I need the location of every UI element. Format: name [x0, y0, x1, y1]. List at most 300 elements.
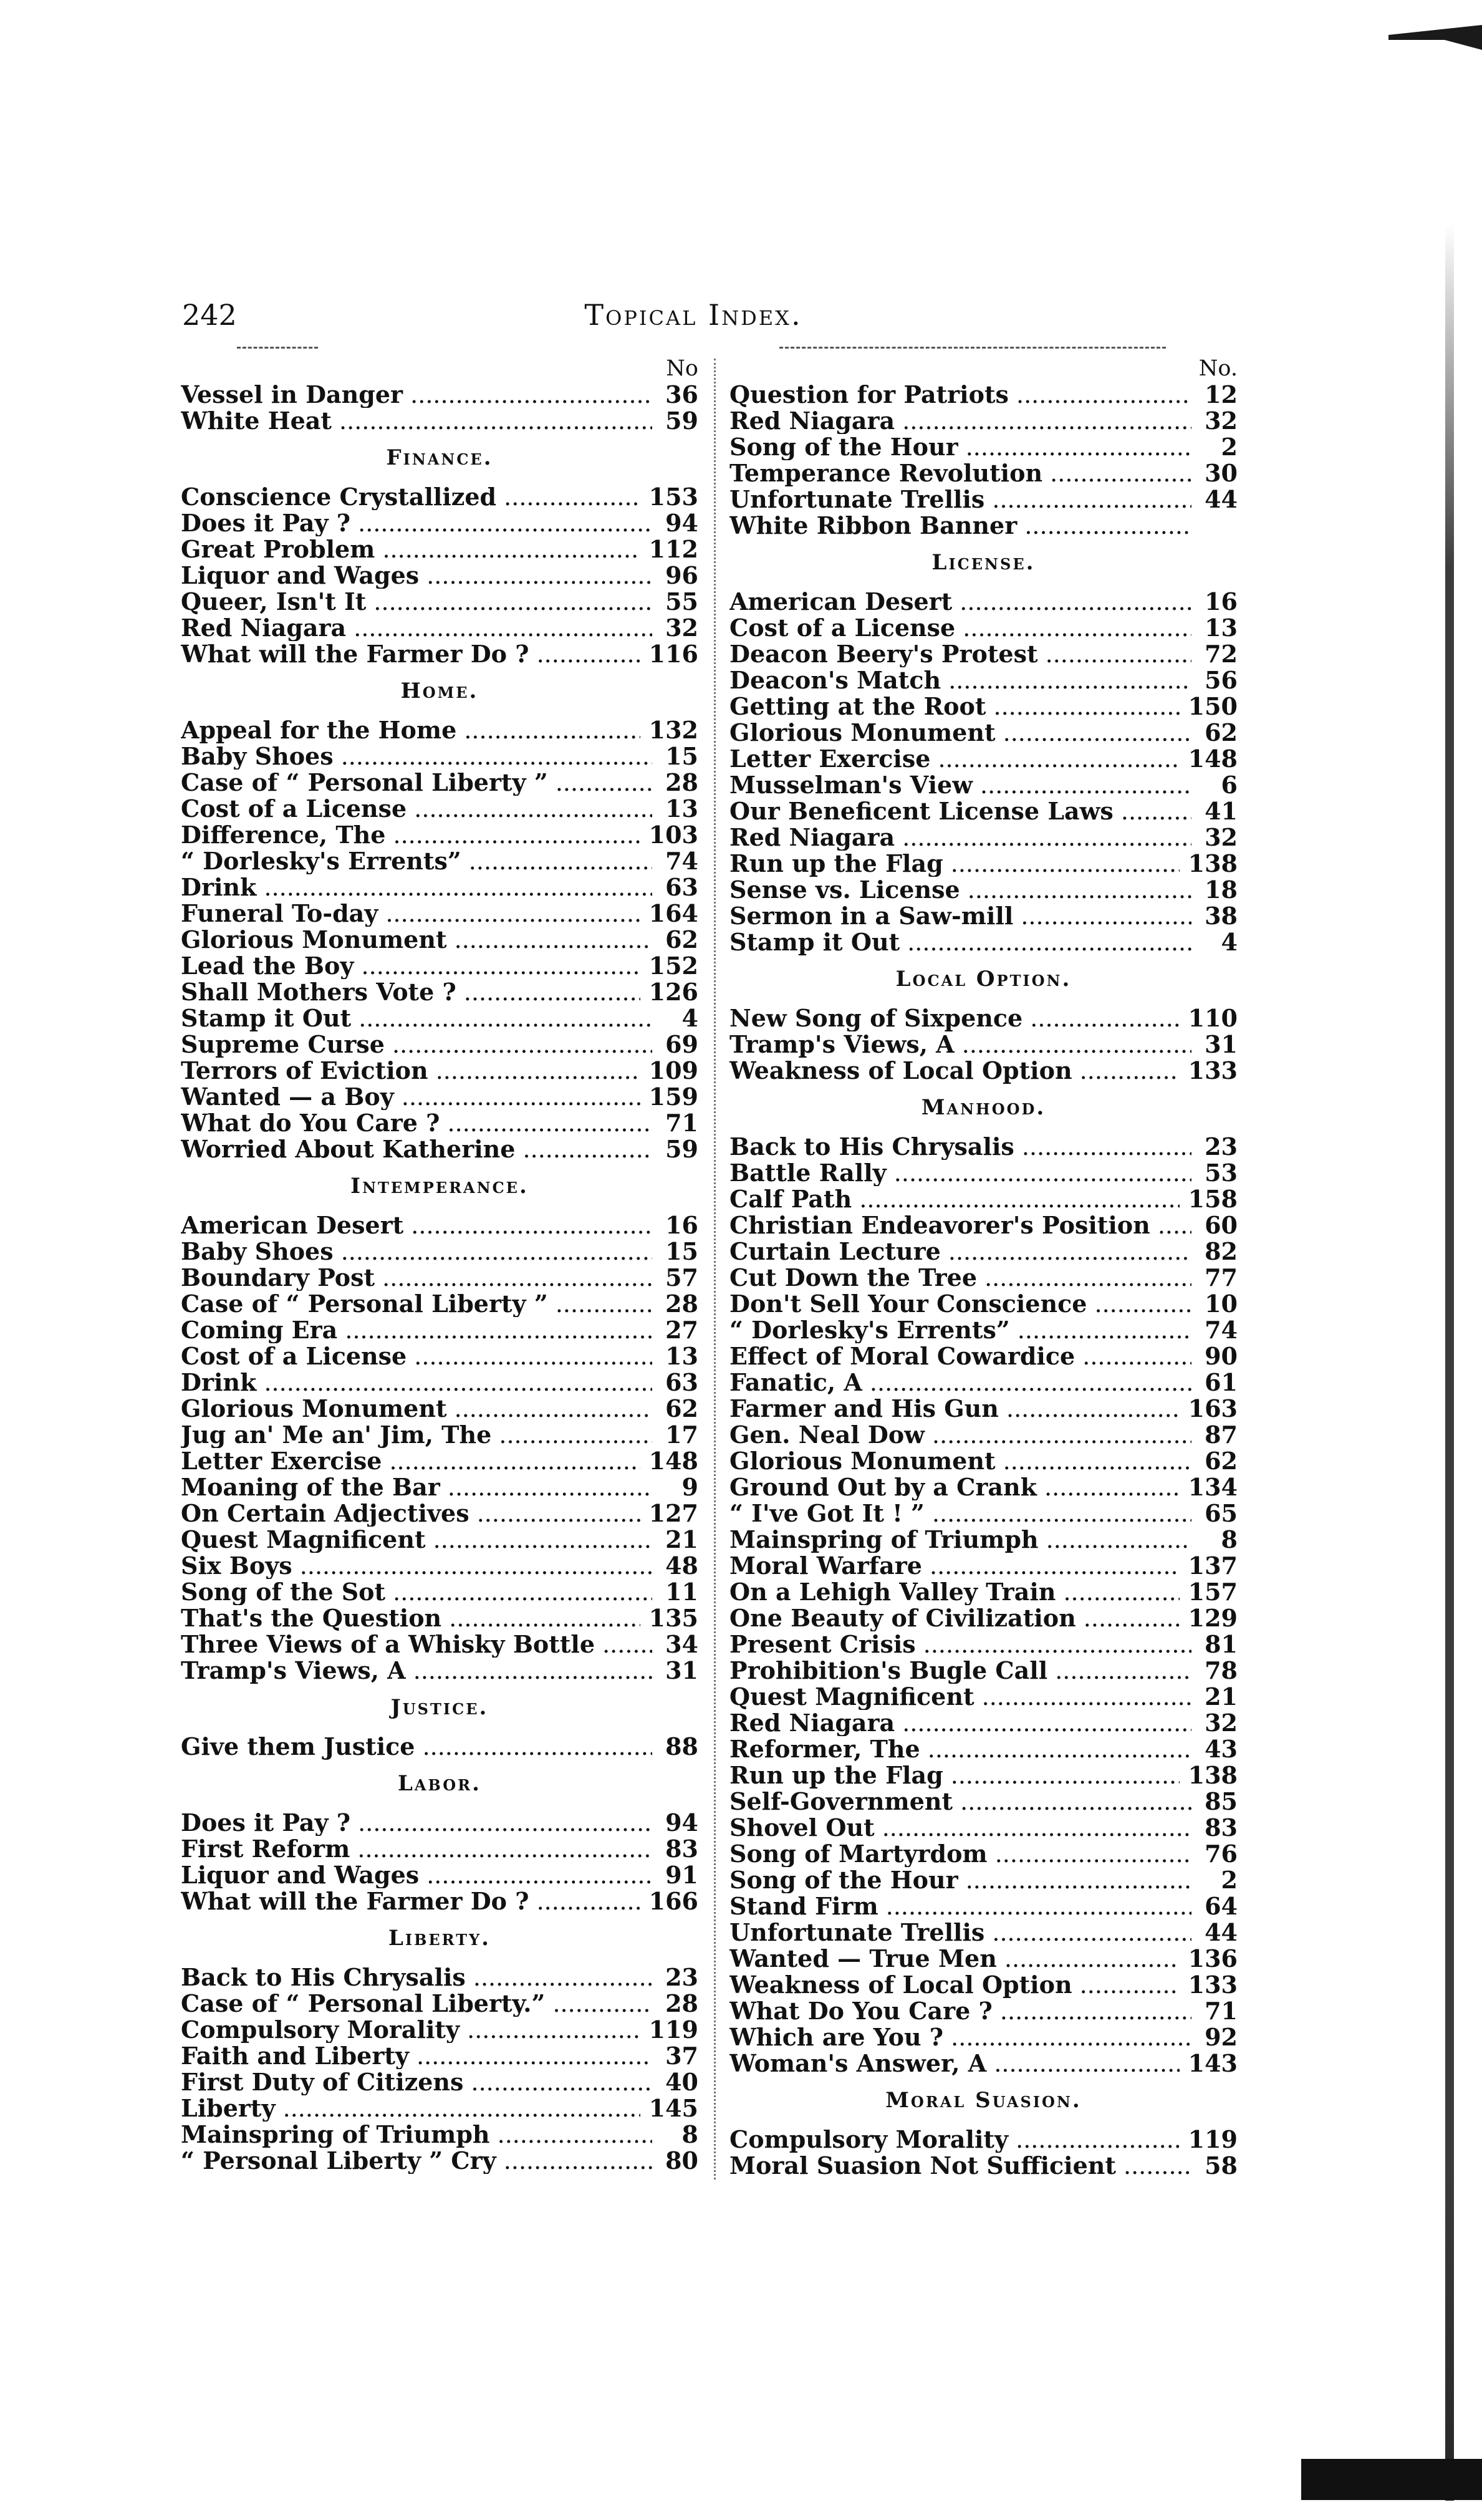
entry-number: 164	[648, 899, 698, 927]
entry-number: 6	[1221, 771, 1238, 799]
entry-title: “ I've Got It ! ” .....	[729, 1500, 1191, 1527]
entry-number: 64	[1205, 1892, 1238, 1920]
entry-title: Letter Exercise .....	[729, 746, 1180, 772]
index-column-right	[729, 355, 1238, 2179]
entry-title: Liberty .....	[181, 2095, 640, 2122]
entry-title: Christian Endeavorer's Position .....	[729, 1212, 1191, 1238]
page-header	[182, 298, 1205, 342]
entry-title: Wanted — a Boy .....	[181, 1084, 640, 1110]
entry-number: 11	[665, 1578, 698, 1606]
entry-title: Case of “ Personal Liberty ” .....	[181, 1291, 652, 1317]
entry-number: 88	[665, 1732, 698, 1760]
entry-title: Cost of a License .....	[729, 615, 1191, 641]
index-entry	[181, 2122, 698, 2148]
entry-title: Present Crisis .....	[729, 1631, 1191, 1658]
entry-number: 80	[665, 2146, 698, 2175]
entry-number: 148	[648, 1447, 698, 1475]
entry-title: What will the Farmer Do ? .....	[181, 1888, 640, 1914]
entry-title: Liquor and Wages .....	[181, 562, 652, 589]
entry-number: 34	[665, 1630, 698, 1658]
index-entry	[181, 1084, 698, 1110]
index-entry	[729, 1186, 1238, 1212]
entry-number: 2	[1221, 433, 1238, 461]
entry-title: Which are You ? .....	[729, 2024, 1191, 2050]
entry-title: Reformer, The .....	[729, 1736, 1191, 1762]
scan-corner-block	[1301, 2459, 1482, 2500]
entry-number: 63	[665, 1368, 698, 1396]
entry-number: 138	[1188, 849, 1238, 877]
index-entry	[181, 2043, 698, 2069]
entry-title: Shall Mothers Vote ? .....	[181, 979, 640, 1005]
entry-title: First Reform .....	[181, 1836, 652, 1862]
entry-number: 61	[1205, 1368, 1238, 1396]
entry-number: 59	[665, 407, 698, 435]
entry-number: 32	[1205, 1709, 1238, 1737]
entry-title: Give them Justice .....	[181, 1734, 652, 1760]
index-entry	[181, 979, 698, 1005]
entry-number: 32	[1205, 407, 1238, 435]
index-entry	[729, 1658, 1238, 1684]
entry-title: Glorious Monument .....	[181, 1396, 652, 1422]
index-entry	[729, 1946, 1238, 1972]
index-entry	[729, 408, 1238, 434]
entry-number: 62	[1205, 1447, 1238, 1475]
index-entry	[729, 2127, 1238, 2153]
index-entry	[181, 953, 698, 979]
entry-number: 44	[1205, 485, 1238, 513]
entry-number: 83	[1205, 1813, 1238, 1842]
entry-title: Worried About Katherine .....	[181, 1136, 652, 1162]
entry-number: 157	[1188, 1578, 1238, 1606]
entry-number: 27	[665, 1316, 698, 1344]
index-entry	[181, 1605, 698, 1631]
entry-title: Baby Shoes .....	[181, 1238, 652, 1265]
entry-title: Six Boys .....	[181, 1553, 652, 1579]
entry-title: Run up the Flag .....	[729, 851, 1180, 877]
entry-number: 40	[665, 2068, 698, 2096]
index-entry	[729, 1448, 1238, 1474]
entry-number: 163	[1188, 1394, 1238, 1422]
entry-number: 18	[1205, 876, 1238, 904]
index-entry	[729, 667, 1238, 693]
entry-number: 15	[665, 742, 698, 770]
index-entry	[181, 2069, 698, 2095]
entry-title: Faith and Liberty .....	[181, 2043, 652, 2069]
section-heading-moral-suasion: Moral Suasion.	[885, 2088, 1082, 2113]
entry-number: 72	[1205, 640, 1238, 668]
index-entry	[729, 929, 1238, 955]
entry-number: 15	[665, 1237, 698, 1265]
entry-number: 8	[681, 2120, 698, 2148]
index-entry	[181, 1734, 698, 1760]
index-entry	[181, 1810, 698, 1836]
entry-title: Glorious Monument .....	[181, 927, 652, 953]
index-entry	[181, 382, 698, 408]
index-entry	[181, 1527, 698, 1553]
section-heading-local-option: Local Option.	[895, 967, 1072, 992]
entry-title: Song of the Hour .....	[729, 1867, 1191, 1893]
entry-number: 13	[665, 1342, 698, 1370]
entry-title: Back to His Chrysalis .....	[181, 1964, 652, 1991]
entry-title: Cost of a License .....	[181, 1343, 652, 1369]
index-entry	[729, 1212, 1238, 1238]
entry-number: 158	[1188, 1185, 1238, 1213]
index-entry	[729, 1291, 1238, 1317]
index-entry	[181, 1005, 698, 1031]
entry-number: 4	[681, 1004, 698, 1032]
entry-title: Question for Patriots .....	[729, 382, 1191, 408]
entry-number: 36	[665, 380, 698, 408]
entry-title: Don't Sell Your Conscience .....	[729, 1291, 1191, 1317]
entry-number: 2	[1221, 1866, 1238, 1894]
index-entry	[729, 693, 1238, 720]
entry-number: 83	[665, 1835, 698, 1863]
entry-number: 16	[1205, 587, 1238, 616]
entry-title: What Do You Care ? .....	[729, 1998, 1191, 2024]
entry-number: 57	[665, 1263, 698, 1291]
entry-number: 4	[1221, 928, 1238, 956]
entry-number: 62	[665, 1394, 698, 1422]
index-entry	[181, 743, 698, 770]
entry-title: Red Niagara .....	[729, 824, 1191, 851]
index-entry	[181, 1396, 698, 1422]
entry-number: 78	[1205, 1656, 1238, 1684]
index-entry	[729, 1762, 1238, 1789]
index-entry	[181, 1238, 698, 1265]
entry-title: Glorious Monument .....	[729, 1448, 1191, 1474]
entry-number: 31	[665, 1656, 698, 1684]
entry-title: Tramp's Views, A .....	[181, 1658, 652, 1684]
header-rule-left	[237, 347, 318, 349]
index-entry	[729, 2050, 1238, 2077]
entry-title: Song of the Hour .....	[729, 434, 1191, 460]
entry-number: 94	[665, 1808, 698, 1837]
entry-title: Great Problem .....	[181, 536, 640, 562]
index-entry	[181, 1136, 698, 1162]
entry-title: Boundary Post .....	[181, 1265, 652, 1291]
entry-title: Red Niagara .....	[181, 615, 652, 641]
entry-title: Ground Out by a Crank .....	[729, 1474, 1180, 1500]
entry-title: Effect of Moral Cowardice .....	[729, 1343, 1191, 1369]
index-entry	[729, 1058, 1238, 1084]
entry-number: 143	[1188, 2049, 1238, 2077]
index-entry	[181, 536, 698, 562]
index-entry	[181, 900, 698, 927]
entry-title: White Ribbon Banner .....	[729, 513, 1191, 539]
index-entry	[181, 796, 698, 822]
entry-number: 16	[665, 1211, 698, 1239]
entry-title: Drink .....	[181, 874, 652, 900]
index-entry	[729, 382, 1238, 408]
entry-number: 28	[665, 1290, 698, 1318]
entry-title: Does it Pay ? .....	[181, 1810, 652, 1836]
index-entry	[729, 824, 1238, 851]
entry-number: 8	[1221, 1525, 1238, 1553]
entry-title: Back to His Chrysalis .....	[729, 1134, 1191, 1160]
entry-title: Song of the Sot .....	[181, 1579, 652, 1605]
entry-title: Musselman's View .....	[729, 772, 1191, 798]
entry-title: Curtain Lecture .....	[729, 1238, 1191, 1265]
index-entry	[729, 641, 1238, 667]
entry-number: 76	[1205, 1840, 1238, 1868]
entry-title: Does it Pay ? .....	[181, 510, 652, 536]
entry-title: Fanatic, A .....	[729, 1369, 1191, 1396]
entry-number: 137	[1188, 1552, 1238, 1580]
column-divider	[714, 359, 716, 2180]
entry-number: 153	[648, 483, 698, 511]
number-column-header: No	[666, 356, 698, 381]
entry-title: Letter Exercise .....	[181, 1448, 640, 1474]
entry-number: 119	[1188, 2125, 1238, 2153]
index-entry	[181, 1448, 698, 1474]
index-entry	[181, 1964, 698, 1991]
scan-corner-mark	[1388, 25, 1482, 50]
entry-title: Unfortunate Trellis .....	[729, 1919, 1191, 1946]
index-entry	[729, 1005, 1238, 1031]
entry-title: Baby Shoes .....	[181, 743, 652, 770]
index-entry	[729, 1396, 1238, 1422]
index-entry	[729, 1500, 1238, 1527]
index-entry	[181, 1317, 698, 1343]
index-entry	[181, 1631, 698, 1658]
section-heading-home: Home.	[400, 678, 479, 703]
entry-title: Our Beneficent License Laws .....	[729, 798, 1191, 824]
entry-title: Compulsory Morality .....	[181, 2017, 640, 2043]
entry-title: Woman's Answer, A .....	[729, 2050, 1180, 2077]
entry-title: Wanted — True Men .....	[729, 1946, 1180, 1972]
entry-number: 53	[1205, 1159, 1238, 1187]
entry-title: Weakness of Local Option .....	[729, 1058, 1180, 1084]
entry-number: 133	[1188, 1056, 1238, 1084]
entry-number: 82	[1205, 1237, 1238, 1265]
index-entry	[181, 408, 698, 434]
entry-number: 59	[665, 1135, 698, 1163]
entry-number: 12	[1205, 380, 1238, 408]
index-entry	[181, 1474, 698, 1500]
section-heading-labor: Labor.	[398, 1771, 481, 1796]
entry-title: Mainspring of Triumph .....	[181, 2122, 652, 2148]
index-entry	[729, 615, 1238, 641]
entry-title: Moral Warfare .....	[729, 1553, 1180, 1579]
entry-number: 23	[665, 1963, 698, 1991]
entry-number: 71	[1205, 1997, 1238, 2025]
entry-number: 55	[665, 587, 698, 616]
index-entry	[729, 1789, 1238, 1815]
entry-title: Weakness of Local Option .....	[729, 1972, 1180, 1998]
entry-title: Sense vs. License .....	[729, 877, 1191, 903]
entry-number: 69	[665, 1030, 698, 1058]
entry-number: 17	[665, 1421, 698, 1449]
index-entry	[181, 1110, 698, 1136]
entry-title: Case of “ Personal Liberty ” .....	[181, 770, 652, 796]
entry-number: 87	[1205, 1421, 1238, 1449]
entry-number: 132	[648, 716, 698, 744]
index-entry	[181, 484, 698, 510]
index-entry	[729, 1265, 1238, 1291]
entry-number: 77	[1205, 1263, 1238, 1291]
entry-number: 91	[665, 1861, 698, 1889]
index-entry	[729, 1134, 1238, 1160]
entry-title: American Desert .....	[729, 589, 1191, 615]
entry-number: 38	[1205, 902, 1238, 930]
entry-number: 63	[665, 873, 698, 901]
entry-number: 166	[648, 1887, 698, 1915]
entry-title: Temperance Revolution .....	[729, 460, 1191, 486]
index-entry	[729, 1867, 1238, 1893]
index-entry	[729, 772, 1238, 798]
section-heading-liberty: Liberty.	[388, 1926, 491, 1951]
index-entry	[181, 1862, 698, 1888]
entry-number: 127	[648, 1499, 698, 1527]
entry-title: Difference, The .....	[181, 822, 640, 848]
entry-number: 62	[665, 925, 698, 953]
index-entry	[729, 1972, 1238, 1998]
index-entry	[181, 822, 698, 848]
entry-number: 58	[1205, 2151, 1238, 2180]
entry-number: 74	[665, 847, 698, 875]
index-entry	[729, 720, 1238, 746]
entry-number: 145	[648, 2094, 698, 2122]
entry-number: 28	[665, 768, 698, 796]
index-entry	[181, 848, 698, 874]
entry-number: 103	[648, 821, 698, 849]
entry-title: New Song of Sixpence .....	[729, 1005, 1180, 1031]
entry-number: 109	[648, 1056, 698, 1084]
entry-number: 135	[648, 1604, 698, 1632]
entry-title: Cost of a License .....	[181, 796, 652, 822]
index-entry	[729, 1684, 1238, 1710]
entry-title: Cut Down the Tree .....	[729, 1265, 1191, 1291]
entry-number: 13	[1205, 614, 1238, 642]
entry-title: Three Views of a Whisky Bottle .....	[181, 1631, 652, 1658]
entry-number: 116	[648, 640, 698, 668]
entry-number: 126	[648, 978, 698, 1006]
entry-number: 94	[665, 509, 698, 537]
entry-number: 74	[1205, 1316, 1238, 1344]
entry-number: 28	[665, 1989, 698, 2017]
entry-title: Moral Suasion Not Sufficient .....	[729, 2153, 1191, 2179]
index-entry	[181, 1343, 698, 1369]
entry-title: Lead the Boy .....	[181, 953, 640, 979]
index-entry	[181, 1553, 698, 1579]
index-entry	[729, 798, 1238, 824]
entry-number: 21	[665, 1525, 698, 1553]
index-entry	[181, 1422, 698, 1448]
entry-title: Case of “ Personal Liberty.” .....	[181, 1991, 652, 2017]
index-entry	[181, 589, 698, 615]
index-entry	[729, 2153, 1238, 2179]
index-entry	[729, 1893, 1238, 1919]
entry-title: First Duty of Citizens .....	[181, 2069, 652, 2095]
entry-number: 32	[665, 614, 698, 642]
index-entry	[181, 1836, 698, 1862]
index-entry	[181, 1991, 698, 2017]
entry-title: Deacon's Match .....	[729, 667, 1191, 693]
entry-title: “ Personal Liberty ” Cry .....	[181, 2148, 652, 2174]
entry-number: 32	[1205, 823, 1238, 851]
entry-title: Calf Path .....	[729, 1186, 1180, 1212]
entry-title: Vessel in Danger .....	[181, 382, 652, 408]
entry-title: “ Dorlesky's Errents” .....	[181, 848, 652, 874]
entry-number: 43	[1205, 1735, 1238, 1763]
index-entry	[729, 1474, 1238, 1500]
index-entry	[729, 1031, 1238, 1058]
index-entry	[729, 1238, 1238, 1265]
index-entry	[181, 641, 698, 667]
section-heading-intemperance: Intemperance.	[350, 1174, 529, 1199]
index-entry	[181, 1212, 698, 1238]
index-entry	[181, 562, 698, 589]
index-entry	[729, 903, 1238, 929]
entry-number: 41	[1205, 797, 1238, 825]
index-entry	[181, 615, 698, 641]
entry-title: Liquor and Wages .....	[181, 1862, 652, 1888]
index-entry	[181, 2148, 698, 2174]
entry-title: Supreme Curse .....	[181, 1031, 652, 1058]
entry-title: Stamp it Out .....	[181, 1005, 652, 1031]
index-entry	[729, 1369, 1238, 1396]
entry-number: 56	[1205, 666, 1238, 694]
index-entry	[729, 746, 1238, 772]
index-entry	[729, 1710, 1238, 1736]
index-entry	[181, 874, 698, 900]
entry-title: Queer, Isn't It .....	[181, 589, 652, 615]
index-entry	[729, 1736, 1238, 1762]
entry-title: Glorious Monument .....	[729, 720, 1191, 746]
entry-number: 13	[665, 794, 698, 823]
entry-number: 21	[1205, 1682, 1238, 1711]
entry-title: American Desert .....	[181, 1212, 652, 1238]
index-entry	[181, 717, 698, 743]
index-entry	[729, 1343, 1238, 1369]
entry-number: 96	[665, 561, 698, 589]
index-entry	[729, 1317, 1238, 1343]
entry-title: Compulsory Morality .....	[729, 2127, 1180, 2153]
entry-title: Quest Magnificent .....	[181, 1527, 652, 1553]
entry-title: Sermon in a Saw-mill .....	[729, 903, 1191, 929]
entry-number: 134	[1188, 1473, 1238, 1501]
entry-title: On Certain Adjectives .....	[181, 1500, 640, 1527]
entry-number: 65	[1205, 1499, 1238, 1527]
index-entry	[729, 1815, 1238, 1841]
entry-title: One Beauty of Civilization .....	[729, 1605, 1180, 1631]
entry-number: 60	[1205, 1211, 1238, 1239]
index-entry	[729, 2024, 1238, 2050]
index-entry	[729, 1919, 1238, 1946]
entry-number: 30	[1205, 459, 1238, 487]
entry-title: “ Dorlesky's Errents” .....	[729, 1317, 1191, 1343]
entry-number: 148	[1188, 745, 1238, 773]
header-rule-right	[779, 347, 1166, 349]
entry-title: Moaning of the Bar .....	[181, 1474, 652, 1500]
entry-title: Funeral To-day .....	[181, 900, 640, 927]
entry-title: Deacon Beery's Protest .....	[729, 641, 1191, 667]
entry-number: 119	[648, 2016, 698, 2044]
entry-title: Quest Magnificent .....	[729, 1684, 1191, 1710]
entry-title: Farmer and His Gun .....	[729, 1396, 1180, 1422]
entry-number: 112	[648, 535, 698, 563]
entry-title: White Heat .....	[181, 408, 652, 434]
index-entry	[729, 1527, 1238, 1553]
entry-title: Terrors of Eviction .....	[181, 1058, 640, 1084]
entry-number: 23	[1205, 1132, 1238, 1161]
entry-title: Stamp it Out .....	[729, 929, 1191, 955]
index-entry	[729, 1841, 1238, 1867]
entry-number: 150	[1188, 692, 1238, 720]
index-entry	[181, 1579, 698, 1605]
index-entry	[729, 460, 1238, 486]
entry-title: Conscience Crystallized .....	[181, 484, 640, 510]
